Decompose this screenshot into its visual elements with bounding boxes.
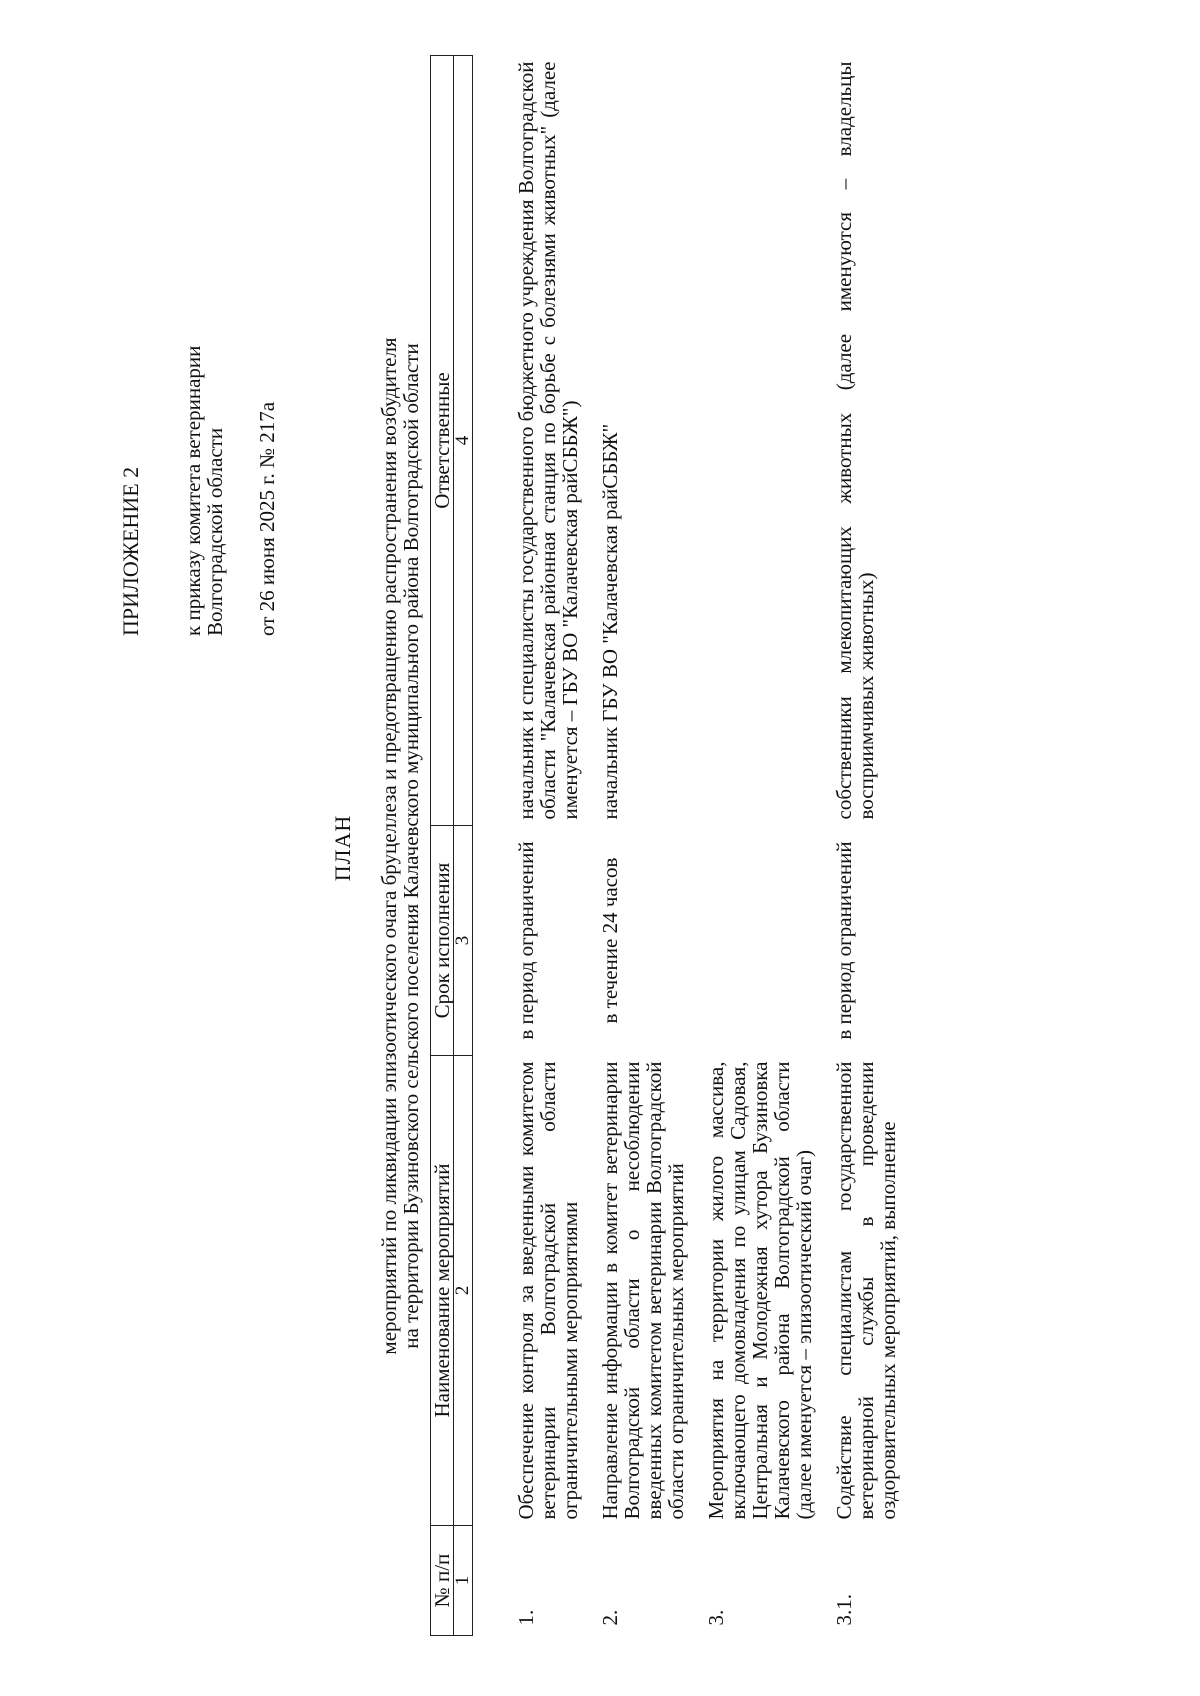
table-header-row (431, 56, 454, 1636)
column-header-name: Наименование мероприятий (431, 1056, 454, 1526)
plan-subtitle-line: на территории Бузиновского сельского поселения Калачевского муниципального района Волгоградской области (399, 343, 423, 1349)
column-header-term: Срок исполнения (431, 826, 454, 1056)
row-term: в течение 24 часов (598, 857, 622, 1024)
plan-title: ПЛАН (330, 814, 355, 882)
row-number: 2. (598, 1609, 622, 1626)
column-header-number: № п/п (431, 1526, 454, 1636)
column-number: 4 (454, 56, 473, 826)
row-number: 1. (514, 1609, 538, 1626)
table-row (597, 56, 703, 1636)
column-number: 3 (454, 826, 473, 1056)
row-responsible (703, 56, 831, 826)
column-number: 1 (454, 1526, 473, 1636)
column-header-responsible: Ответственные (431, 56, 454, 826)
row-activity: Обеспечение контроля за введенными комитетом ветеринарии Волгоградской области ограничительными мероприятиями (514, 1061, 582, 1520)
table-row (703, 56, 831, 1636)
row-number: 3. (704, 1609, 728, 1626)
table-row (831, 56, 915, 1636)
appendix-reference-line: к приказу комитета ветеринарии (181, 345, 205, 636)
plan-table (430, 55, 915, 1636)
appendix-date: от 26 июня 2025 г. № 217а (255, 401, 279, 636)
table-column-numbers-row (454, 56, 473, 1636)
plan-subtitle (378, 156, 422, 1536)
row-activity: Мероприятия на территории жилого массива, включающего домовладения по улицам Садовая, Центральная и Молодежная хутора Бузиновка Калачевского района Волгоградской области (далее именуется – эпизоотический очаг) (704, 1061, 816, 1520)
row-activity: Содействие специалистам государственной ветеринарной службы в проведении оздоровительных мероприятий, выполнение (832, 1061, 900, 1520)
row-responsible: начальник и специалисты государственного бюджетного учреждения Волгоградской области "Калачевская районная станция по борьбе с болезнями животных" (далее именуется – ГБУ ВО "Калачевская райСББЖ") (514, 61, 582, 820)
row-term: в период ограничений (514, 841, 538, 1040)
row-number: 3.1. (832, 1594, 856, 1626)
row-term: в период ограничений (832, 841, 856, 1040)
table-row (513, 56, 597, 1636)
row-responsible: начальник ГБУ ВО "Калачевская райСББЖ" (598, 423, 622, 820)
appendix-title: ПРИЛОЖЕНИЕ 2 (118, 466, 143, 636)
appendix-reference-line: Волгоградской области (203, 427, 227, 636)
column-number: 2 (454, 1056, 473, 1526)
appendix-header (120, 76, 278, 636)
row-term (703, 826, 831, 1056)
row-activity: Направление информации в комитет ветеринарии Волгоградской области о несоблюдении введенных комитетом ветеринарии Волгоградской области ограничительных мероприятий (598, 1061, 688, 1520)
row-responsible: собственники млекопитающих животных (далее именуются – владельцы восприимчивых животных) (832, 61, 878, 820)
plan-subtitle-line: мероприятий по ликвидации эпизоотического очага бруцеллеза и предотвращению распространения возбудителя (377, 337, 401, 1355)
